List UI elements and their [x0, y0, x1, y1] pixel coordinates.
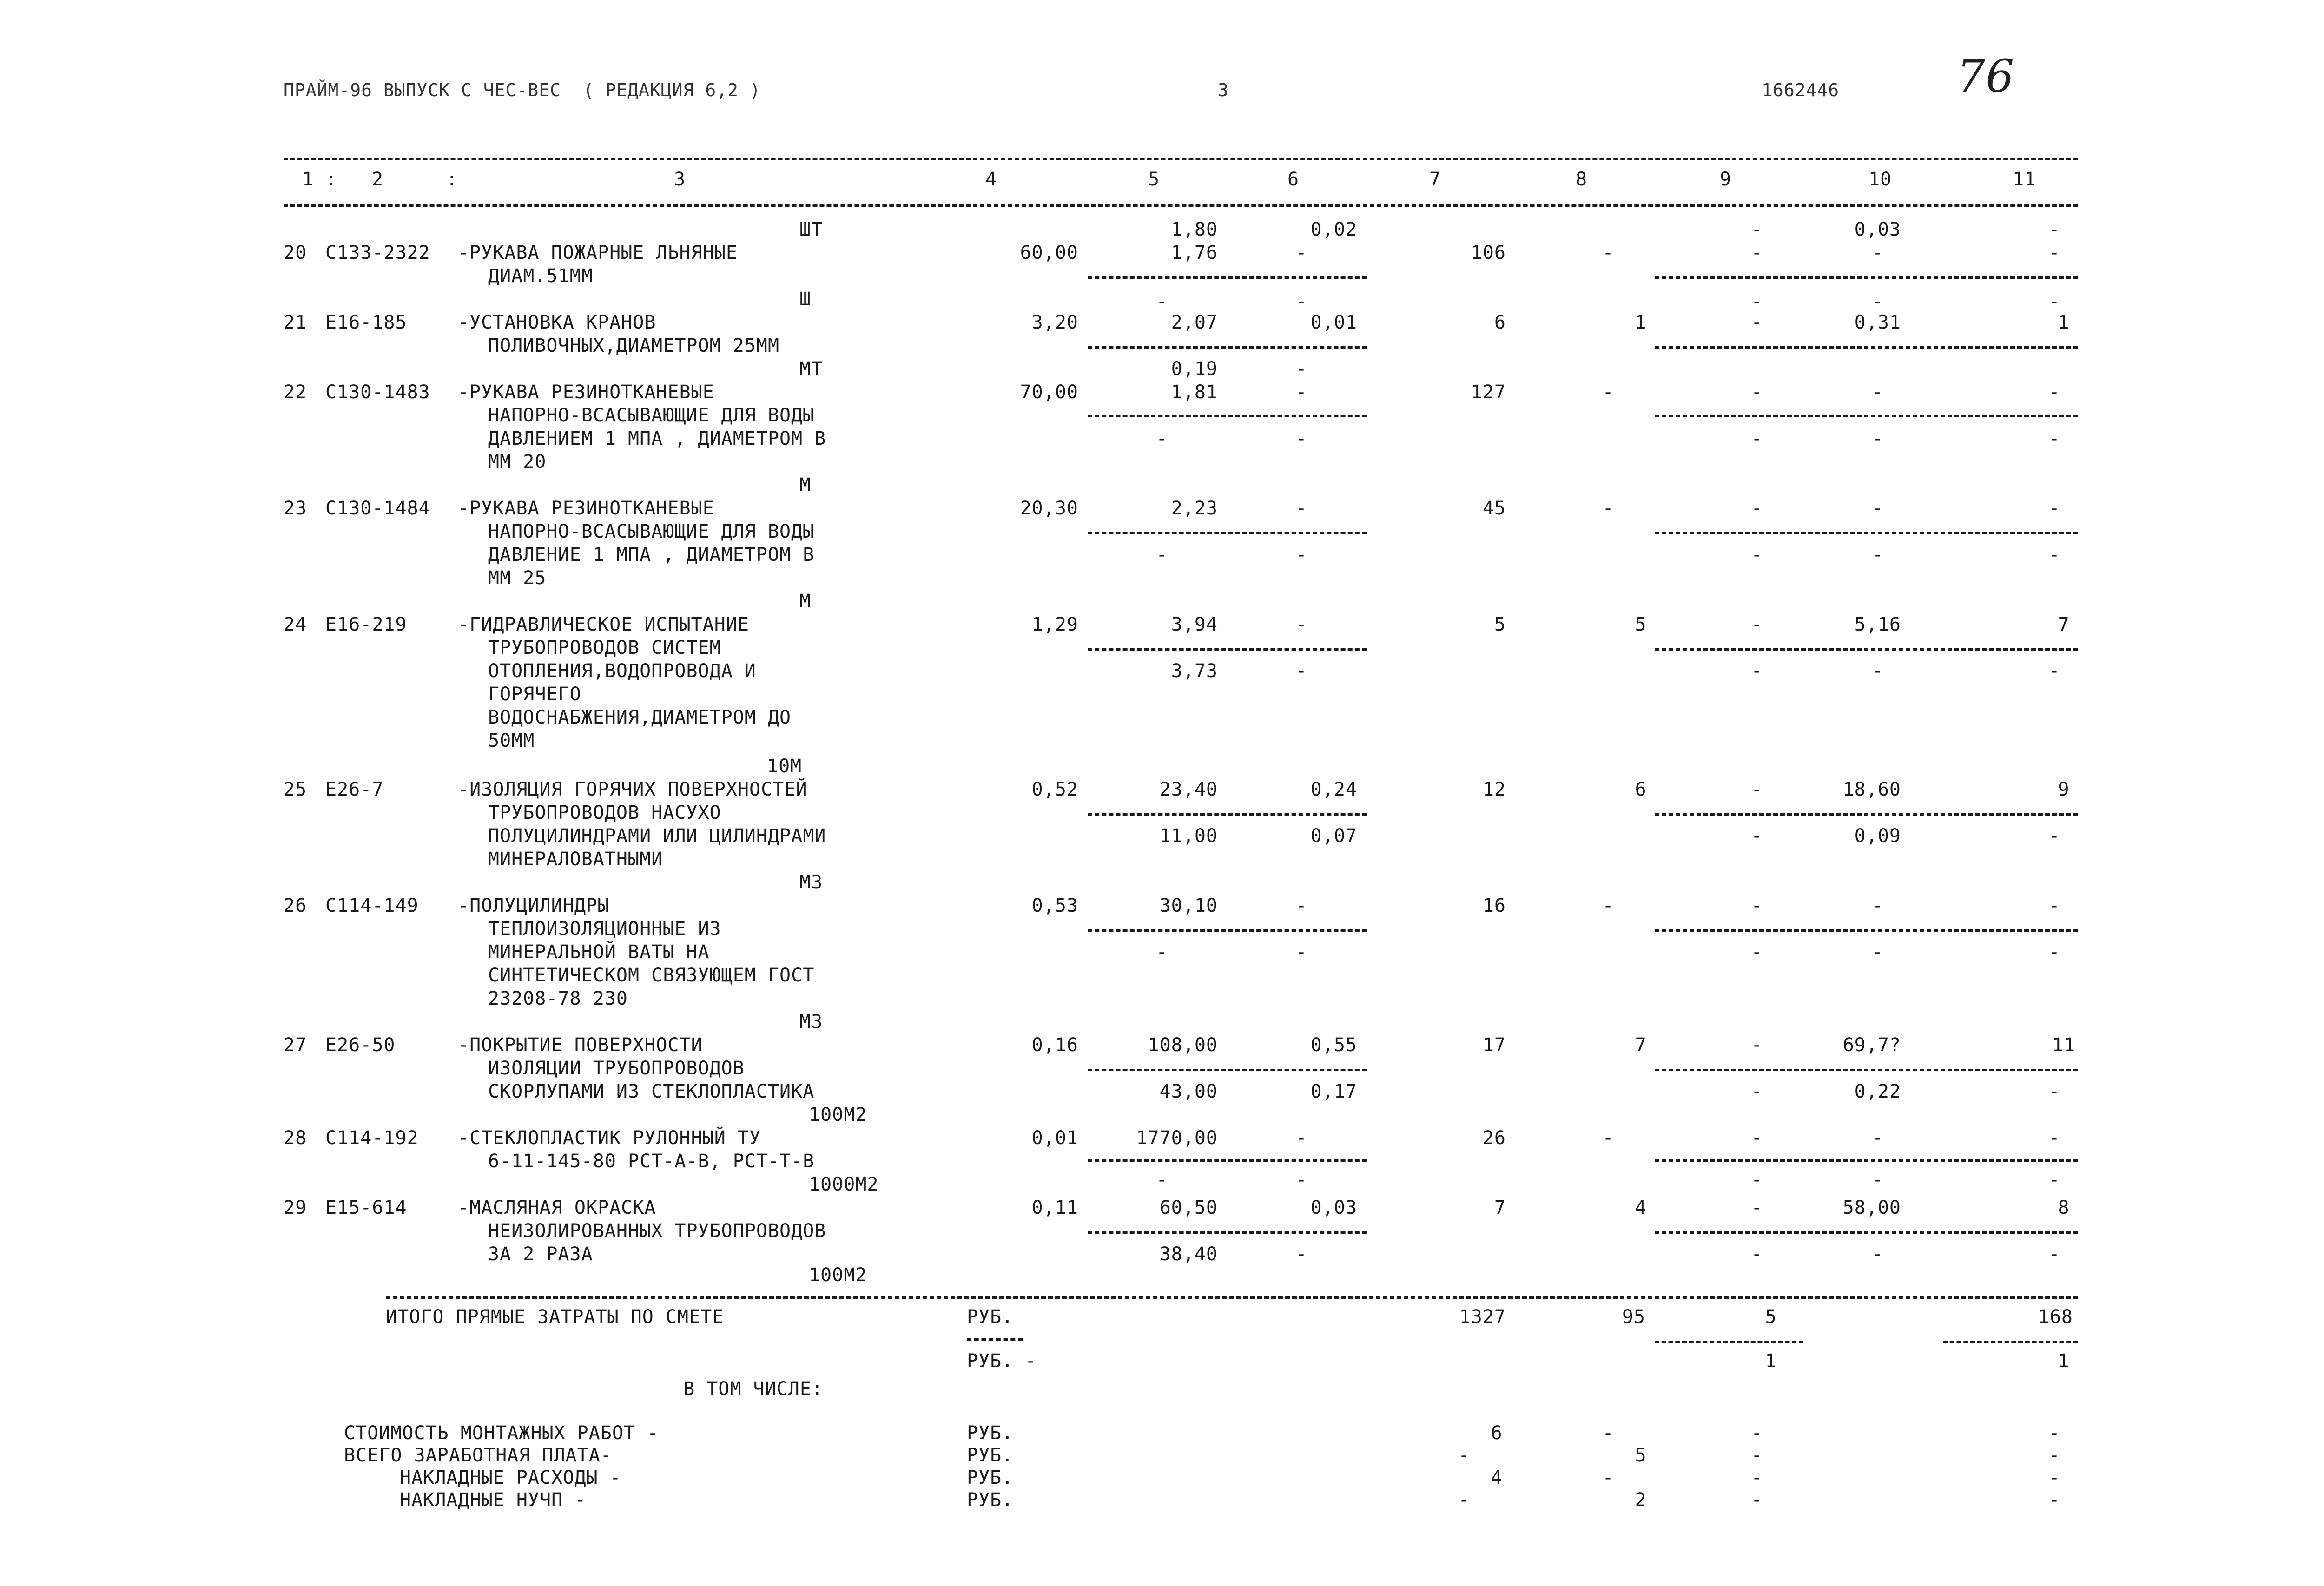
unit-label: 100М2 — [809, 1264, 867, 1286]
cell-c11: - — [2048, 382, 2060, 403]
cell-c8: - — [1602, 1127, 1614, 1149]
breakdown-c11: - — [2048, 1422, 2060, 1444]
table-top-rule — [284, 158, 2078, 160]
row-desc-line: -ИЗОЛЯЦИЯ ГОРЯЧИХ ПОВЕРХНОСТЕЙ — [458, 779, 808, 800]
col-header-7: 7 — [1429, 169, 1441, 190]
row-desc-line: -МАСЛЯНАЯ ОКРАСКА — [458, 1197, 656, 1218]
breakdown-label: НАКЛАДНЫЕ НУЧП - — [400, 1489, 587, 1511]
cell-c11: - — [2048, 1081, 2060, 1102]
cell-c5: 43,00 — [1159, 1081, 1218, 1102]
cell-c9: - — [1751, 660, 1763, 682]
cell-c5: 0,19 — [1171, 358, 1218, 380]
totals-c7: 1327 — [1459, 1306, 1506, 1328]
cell-c9: - — [1751, 941, 1763, 963]
unit-label: 10М — [767, 756, 802, 777]
row-desc-line: ТРУБОПРОВОДОВ СИСТЕМ — [488, 637, 721, 658]
cell-rule — [1655, 648, 2078, 651]
col-header-11: 11 — [2013, 169, 2036, 190]
row-desc-line: ОТОПЛЕНИЯ,ВОДОПРОВОДА И — [488, 660, 756, 682]
cell-c9: - — [1751, 1081, 1763, 1102]
row-code: С130-1483 — [325, 382, 430, 403]
row-desc-line: 50ММ — [488, 730, 535, 751]
cell-c7: 106 — [1471, 242, 1506, 263]
cell-c10: 58,00 — [1842, 1197, 1901, 1218]
totals-c11b: 1 — [2058, 1350, 2070, 1372]
breakdown-unit: РУБ. — [967, 1467, 1014, 1488]
cell-c6: 0,55 — [1310, 1034, 1357, 1056]
row-desc-line: 23208-78 230 — [488, 988, 628, 1009]
row-desc-line: -УСТАНОВКА КРАНОВ — [458, 312, 656, 333]
breakdown-c9: - — [1751, 1467, 1763, 1488]
row-desc-line: -ПОЛУЦИЛИНДРЫ — [458, 895, 610, 916]
cell-c11: - — [2048, 941, 2060, 963]
breakdown-unit: РУБ. — [967, 1422, 1014, 1444]
cell-c5: 3,94 — [1171, 614, 1218, 635]
totals-c9: 5 — [1765, 1306, 1777, 1328]
cell-c10: - — [1872, 291, 1884, 312]
cell-c9: - — [1751, 312, 1763, 333]
cell-c6: - — [1295, 1127, 1307, 1149]
cell-c10: - — [1872, 428, 1884, 449]
row-qty: 1,29 — [1031, 614, 1078, 635]
col-header-5: 5 — [1148, 169, 1160, 190]
cell-c10: - — [1872, 498, 1884, 519]
cell-rule — [1088, 276, 1367, 279]
cell-c11: - — [2048, 825, 2060, 847]
cell-c10: 0,09 — [1854, 825, 1901, 847]
cell-c10: - — [1872, 1169, 1884, 1191]
unit-label: Ш — [799, 289, 812, 310]
including-label: В ТОМ ЧИСЛЕ: — [683, 1378, 823, 1400]
cell-c9: - — [1751, 825, 1763, 847]
cell-c10: 0,22 — [1854, 1081, 1901, 1102]
cell-c9: - — [1751, 544, 1763, 566]
row-desc-line: -ГИДРАВЛИЧЕСКОЕ ИСПЫТАНИЕ — [458, 614, 750, 635]
cell-c7: 45 — [1482, 498, 1506, 519]
cell-c5: 1,76 — [1171, 242, 1218, 263]
row-code: С130-1484 — [325, 498, 430, 519]
cell-c5: 3,73 — [1171, 660, 1218, 682]
row-desc-line: СКОРЛУПАМИ ИЗ СТЕКЛОПЛАСТИКА — [488, 1081, 815, 1102]
cell-c6: 0,01 — [1310, 312, 1357, 333]
cell-c10: 0,03 — [1854, 219, 1901, 240]
cell-c5: 108,00 — [1148, 1034, 1218, 1056]
row-code: С114-149 — [325, 895, 419, 916]
cell-rule — [1088, 1159, 1367, 1162]
cell-rule — [1088, 1231, 1367, 1234]
cell-c9: - — [1751, 1034, 1763, 1056]
breakdown-c8: - — [1602, 1467, 1614, 1488]
page-number: 3 — [1218, 80, 1229, 100]
cell-c10: - — [1872, 895, 1884, 916]
cell-c5: 11,00 — [1159, 825, 1218, 847]
cell-rule — [1088, 415, 1367, 417]
row-qty: 60,00 — [1020, 242, 1078, 263]
cell-c6: - — [1295, 544, 1307, 566]
row-desc-line: ДАВЛЕНИЕМ 1 МПА , ДИАМЕТРОМ В — [488, 428, 826, 449]
cell-c5: - — [1156, 291, 1168, 312]
cell-c9: - — [1751, 428, 1763, 449]
row-number: 20 — [284, 242, 307, 263]
breakdown-label: ВСЕГО ЗАРАБОТНАЯ ПЛАТА- — [344, 1445, 612, 1466]
col-header-2: 2 — [372, 169, 384, 190]
cell-c5: - — [1156, 941, 1168, 963]
cell-c8: 1 — [1635, 312, 1647, 333]
document-code: 1662446 — [1762, 80, 1840, 100]
breakdown-unit: РУБ. — [967, 1445, 1014, 1466]
row-desc-line: ММ 20 — [488, 451, 547, 473]
cell-c5: 60,50 — [1159, 1197, 1218, 1218]
unit-label: 100М2 — [809, 1104, 867, 1125]
row-desc-line: ММ 25 — [488, 567, 547, 589]
cell-c11: 1 — [2058, 312, 2070, 333]
cell-rule — [1655, 1159, 2078, 1162]
cell-c9: - — [1751, 498, 1763, 519]
row-number: 25 — [284, 779, 307, 800]
cell-c10: - — [1872, 660, 1884, 682]
row-qty: 0,53 — [1031, 895, 1078, 916]
row-desc-line: -РУКАВА РЕЗИНОТКАНЕВЫЕ — [458, 498, 714, 519]
breakdown-c9: - — [1751, 1422, 1763, 1444]
row-code: Е26-50 — [325, 1034, 396, 1056]
cell-c6: - — [1295, 242, 1307, 263]
cell-c5: 23,40 — [1159, 779, 1218, 800]
cell-c5: 1,80 — [1171, 219, 1218, 240]
cell-c9: - — [1751, 219, 1763, 240]
cell-c11: 9 — [2058, 779, 2070, 800]
cell-rule — [1088, 929, 1367, 932]
cell-rule — [1655, 1231, 2078, 1234]
cell-c9: - — [1751, 242, 1763, 263]
cell-rule — [1088, 532, 1367, 534]
row-desc-line: ДИАМ.51ММ — [488, 265, 593, 287]
row-desc-line: ВОДОСНАБЖЕНИЯ,ДИАМЕТРОМ ДО — [488, 707, 792, 728]
cell-c11: - — [2048, 895, 2060, 916]
cell-c8: - — [1602, 382, 1614, 403]
breakdown-c8: - — [1602, 1422, 1614, 1444]
cell-rule — [1655, 929, 2078, 932]
row-desc-line: 6-11-145-80 РСТ-А-В, РСТ-Т-В — [488, 1151, 815, 1172]
cell-rule — [1088, 813, 1367, 816]
unit-label: М3 — [799, 1011, 823, 1033]
cell-c11: 7 — [2058, 614, 2070, 635]
cell-rule — [1655, 1069, 2078, 1071]
row-desc-line: НАПОРНО-ВСАСЫВАЮЩИЕ ДЛЯ ВОДЫ — [488, 521, 815, 542]
table-header-rule — [284, 204, 2078, 207]
cell-c10: 0,31 — [1854, 312, 1901, 333]
row-number: 21 — [284, 312, 307, 333]
cell-rule — [1088, 1069, 1367, 1071]
row-code: Е16-219 — [325, 614, 407, 635]
cell-c10: - — [1872, 941, 1884, 963]
cell-c7: 7 — [1494, 1197, 1506, 1218]
row-number: 23 — [284, 498, 307, 519]
cell-c5: 1770,00 — [1136, 1127, 1218, 1149]
row-qty: 3,20 — [1031, 312, 1078, 333]
breakdown-c11: - — [2048, 1445, 2060, 1466]
cell-c10: - — [1872, 242, 1884, 263]
cell-c8: - — [1602, 895, 1614, 916]
col-header-3: 3 — [674, 169, 686, 190]
cell-c9: - — [1751, 382, 1763, 403]
col-header-6: 6 — [1287, 169, 1300, 190]
row-qty: 0,16 — [1031, 1034, 1078, 1056]
col-header-1: 1 : — [302, 169, 337, 190]
cell-c9: - — [1751, 1169, 1763, 1191]
cell-rule — [1088, 346, 1367, 349]
cell-c5: 2,23 — [1171, 498, 1218, 519]
breakdown-c11: - — [2048, 1467, 2060, 1488]
cell-c6: 0,17 — [1310, 1081, 1357, 1102]
row-desc-line: ПОЛИВОЧНЫХ,ДИАМЕТРОМ 25ММ — [488, 335, 780, 356]
breakdown-label: НАКЛАДНЫЕ РАСХОДЫ - — [400, 1467, 621, 1488]
totals-c11: 168 — [2038, 1306, 2073, 1328]
row-code: Е15-614 — [325, 1197, 407, 1218]
col-header-8: 8 — [1576, 169, 1588, 190]
cell-c10: - — [1872, 544, 1884, 566]
row-desc-line: ПОЛУЦИЛИНДРАМИ ИЛИ ЦИЛИНДРАМИ — [488, 825, 826, 847]
cell-c8: 4 — [1635, 1197, 1647, 1218]
row-desc-line: СИНТЕТИЧЕСКОМ СВЯЗУЮЩЕМ ГОСТ — [488, 965, 815, 986]
row-number: 26 — [284, 895, 307, 916]
cell-c11: - — [2048, 1127, 2060, 1149]
breakdown-c8: 5 — [1635, 1445, 1647, 1466]
document-header-title: ПРАЙМ-96 ВЫПУСК С ЧЕС-ВЕС ( РЕДАКЦИЯ 6,2 ) — [284, 80, 761, 100]
cell-c6: - — [1295, 358, 1307, 380]
row-code: Е16-185 — [325, 312, 407, 333]
cell-c9: - — [1751, 291, 1763, 312]
cell-c10: - — [1872, 1127, 1884, 1149]
cell-c8: 5 — [1635, 614, 1647, 635]
cell-c6: 0,24 — [1310, 779, 1357, 800]
cell-c6: 0,02 — [1310, 219, 1357, 240]
row-number: 29 — [284, 1197, 307, 1218]
breakdown-c9: - — [1751, 1489, 1763, 1511]
cell-c7: 6 — [1494, 312, 1506, 333]
breakdown-label: СТОИМОСТЬ МОНТАЖНЫХ РАБОТ - — [344, 1422, 659, 1444]
row-qty: 0,01 — [1031, 1127, 1078, 1149]
cell-c11: - — [2048, 428, 2060, 449]
cell-c11: - — [2048, 219, 2060, 240]
row-desc-line: ДАВЛЕНИЕ 1 МПА , ДИАМЕТРОМ В — [488, 544, 815, 566]
row-desc-line: ГОРЯЧЕГО — [488, 684, 581, 705]
row-qty: 20,30 — [1020, 498, 1078, 519]
breakdown-unit: РУБ. — [967, 1489, 1014, 1511]
cell-c5: - — [1156, 544, 1168, 566]
row-desc-line: ЗА 2 РАЗА — [488, 1244, 593, 1265]
cell-rule — [1088, 648, 1367, 651]
cell-c6: - — [1295, 382, 1307, 403]
cell-c7: 127 — [1471, 382, 1506, 403]
cell-c11: - — [2048, 291, 2060, 312]
cell-c6: - — [1295, 428, 1307, 449]
row-desc-line: НЕИЗОЛИРОВАННЫХ ТРУБОПРОВОДОВ — [488, 1220, 826, 1242]
cell-c6: - — [1295, 291, 1307, 312]
row-desc-line: ТЕПЛОИЗОЛЯЦИОННЫЕ ИЗ — [488, 918, 721, 940]
cell-c7: 5 — [1494, 614, 1506, 635]
unit-label: М — [799, 591, 812, 612]
col-header-4: 4 — [985, 169, 997, 190]
cell-c9: - — [1751, 895, 1763, 916]
totals-c8: 95 — [1622, 1306, 1645, 1328]
row-desc-line: -РУКАВА ПОЖАРНЫЕ ЛЬНЯНЫЕ — [458, 242, 738, 263]
cell-c5: - — [1156, 1169, 1168, 1191]
totals-rule — [386, 1296, 2078, 1299]
cell-c6: - — [1295, 941, 1307, 963]
cell-c5: - — [1156, 428, 1168, 449]
cell-c6: - — [1295, 614, 1307, 635]
breakdown-c7: 6 — [1491, 1422, 1503, 1444]
cell-c11: - — [2048, 1169, 2060, 1191]
row-qty: 0,52 — [1031, 779, 1078, 800]
cell-c10: - — [1872, 382, 1884, 403]
totals-c9-rule — [1655, 1341, 1803, 1343]
cell-c10: - — [1872, 1244, 1884, 1265]
col-header-sep: : — [446, 169, 458, 190]
cell-c5: 1,81 — [1171, 382, 1218, 403]
unit-label: МТ — [799, 358, 823, 380]
cell-c5: 30,10 — [1159, 895, 1218, 916]
breakdown-c9: - — [1751, 1445, 1763, 1466]
breakdown-c11: - — [2048, 1489, 2060, 1511]
unit-label: М3 — [799, 872, 823, 893]
cell-c5: 2,07 — [1171, 312, 1218, 333]
cell-c7: 12 — [1482, 779, 1506, 800]
row-code: Е26-7 — [325, 779, 384, 800]
row-code: С133-2322 — [325, 242, 430, 263]
totals-unit: РУБ. — [967, 1306, 1014, 1328]
row-desc-line: -СТЕКЛОПЛАСТИК РУЛОННЫЙ ТУ — [458, 1127, 761, 1149]
cell-c6: - — [1295, 660, 1307, 682]
cell-c6: - — [1295, 895, 1307, 916]
row-desc-line: НАПОРНО-ВСАСЫВАЮЩИЕ ДЛЯ ВОДЫ — [488, 405, 815, 426]
cell-c9: - — [1751, 1197, 1763, 1218]
handwritten-sheet-number: 76 — [1957, 50, 2015, 102]
cell-c11: - — [2048, 242, 2060, 263]
cell-c8: - — [1602, 242, 1614, 263]
row-number: 28 — [284, 1127, 307, 1149]
cell-c8: 7 — [1635, 1034, 1647, 1056]
cell-c9: - — [1751, 779, 1763, 800]
cell-c9: - — [1751, 614, 1763, 635]
row-desc-line: ИЗОЛЯЦИИ ТРУБОПРОВОДОВ — [488, 1058, 745, 1079]
totals-c11-rule — [1943, 1341, 2078, 1343]
cell-c10: 18,60 — [1842, 779, 1901, 800]
totals-unit-2: РУБ. - — [967, 1350, 1037, 1372]
cell-rule — [1655, 346, 2078, 349]
row-qty: 0,11 — [1031, 1197, 1078, 1218]
cell-c11: - — [2048, 498, 2060, 519]
cell-c11: 11 — [2052, 1034, 2076, 1056]
row-desc-line: ТРУБОПРОВОДОВ НАСУХО — [488, 802, 721, 823]
unit-label: ШТ — [799, 219, 823, 240]
cell-c7: 26 — [1482, 1127, 1506, 1149]
cell-rule — [1655, 415, 2078, 417]
col-header-10: 10 — [1868, 169, 1892, 190]
cell-c9: - — [1751, 1127, 1763, 1149]
breakdown-c7: - — [1458, 1445, 1470, 1466]
cell-c5: 38,40 — [1159, 1244, 1218, 1265]
cell-c10: 69,7? — [1842, 1034, 1901, 1056]
cell-c6: 0,07 — [1310, 825, 1357, 847]
cell-rule — [1655, 532, 2078, 534]
cell-c7: 16 — [1482, 895, 1506, 916]
row-code: С114-192 — [325, 1127, 419, 1149]
cell-c6: - — [1295, 498, 1307, 519]
unit-label: М — [799, 474, 812, 496]
cell-c7: 17 — [1482, 1034, 1506, 1056]
cell-c6: 0,03 — [1310, 1197, 1357, 1218]
cell-c11: - — [2048, 544, 2060, 566]
breakdown-c7: 4 — [1491, 1467, 1503, 1488]
row-desc-line: -ПОКРЫТИЕ ПОВЕРХНОСТИ — [458, 1034, 703, 1056]
row-desc-line: -РУКАВА РЕЗИНОТКАНЕВЫЕ — [458, 382, 714, 403]
unit-label: 1000М2 — [809, 1174, 879, 1195]
cell-c9: - — [1751, 1244, 1763, 1265]
cell-c8: - — [1602, 498, 1614, 519]
row-number: 22 — [284, 382, 307, 403]
cell-rule — [1655, 813, 2078, 816]
cell-rule — [1655, 276, 2078, 279]
col-header-9: 9 — [1720, 169, 1732, 190]
breakdown-c7: - — [1458, 1489, 1470, 1511]
cell-c11: 8 — [2058, 1197, 2070, 1218]
cell-c8: 6 — [1635, 779, 1647, 800]
totals-c9b: 1 — [1765, 1350, 1777, 1372]
cell-c11: - — [2048, 1244, 2060, 1265]
row-desc-line: МИНЕРАЛЬНОЙ ВАТЫ НА — [488, 941, 710, 963]
cell-c6: - — [1295, 1244, 1307, 1265]
cell-c11: - — [2048, 660, 2060, 682]
cell-c6: - — [1295, 1169, 1307, 1191]
row-qty: 70,00 — [1020, 382, 1078, 403]
cell-c10: 5,16 — [1854, 614, 1901, 635]
row-number: 24 — [284, 614, 307, 635]
totals-unit-rule — [967, 1338, 1023, 1341]
totals-label: ИТОГО ПРЯМЫЕ ЗАТРАТЫ ПО СМЕТЕ — [386, 1306, 724, 1328]
row-desc-line: МИНЕРАЛОВАТНЫМИ — [488, 849, 663, 870]
row-number: 27 — [284, 1034, 307, 1056]
breakdown-c8: 2 — [1635, 1489, 1647, 1511]
